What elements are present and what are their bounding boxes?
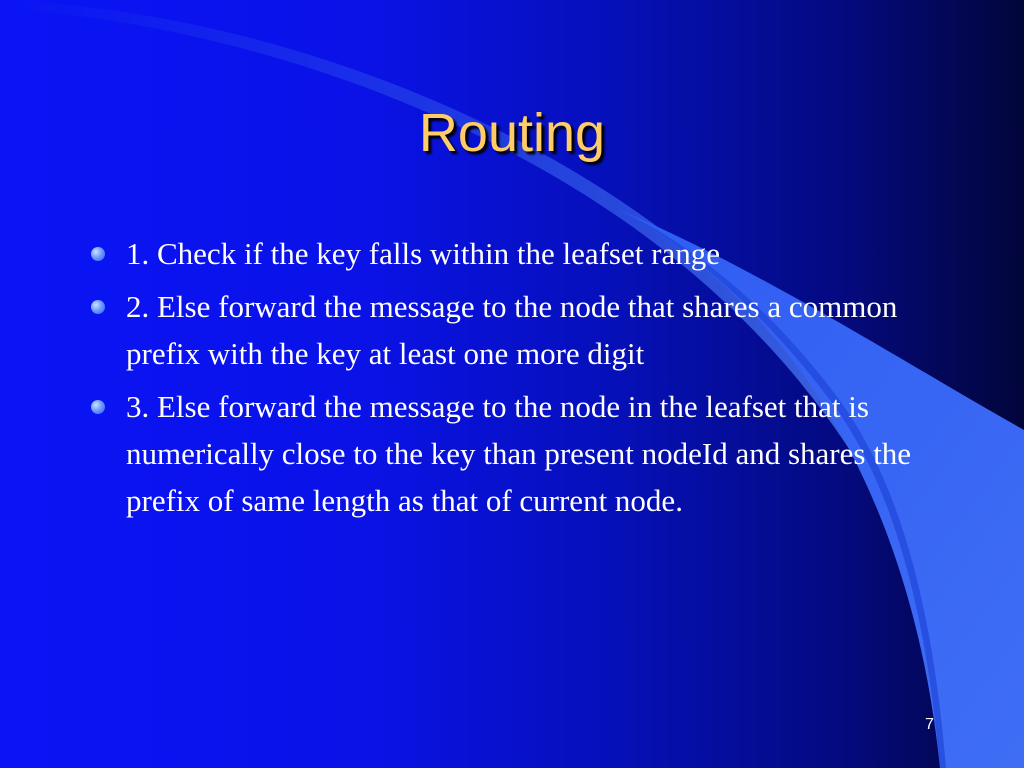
bullet-dot-icon — [91, 300, 105, 314]
bullet-item — [88, 283, 918, 377]
bullet-item — [88, 230, 918, 277]
page-number: 7 — [925, 716, 934, 733]
bullet-item — [88, 383, 918, 524]
bullet-text: 3. Else forward the message to the node in the leafset that is numerically close to the key than present nodeId and shares the prefix of same length as that of current node. — [126, 389, 912, 518]
bullet-text: 2. Else forward the message to the node that shares a common prefix with the key at least one more digit — [126, 289, 898, 371]
bullet-dot-icon — [91, 247, 105, 261]
bullet-dot-icon — [91, 400, 105, 414]
bullet-list — [88, 230, 918, 530]
slide-title: Routing — [418, 103, 606, 163]
bullet-text: 1. Check if the key falls within the leafset range — [126, 236, 720, 271]
